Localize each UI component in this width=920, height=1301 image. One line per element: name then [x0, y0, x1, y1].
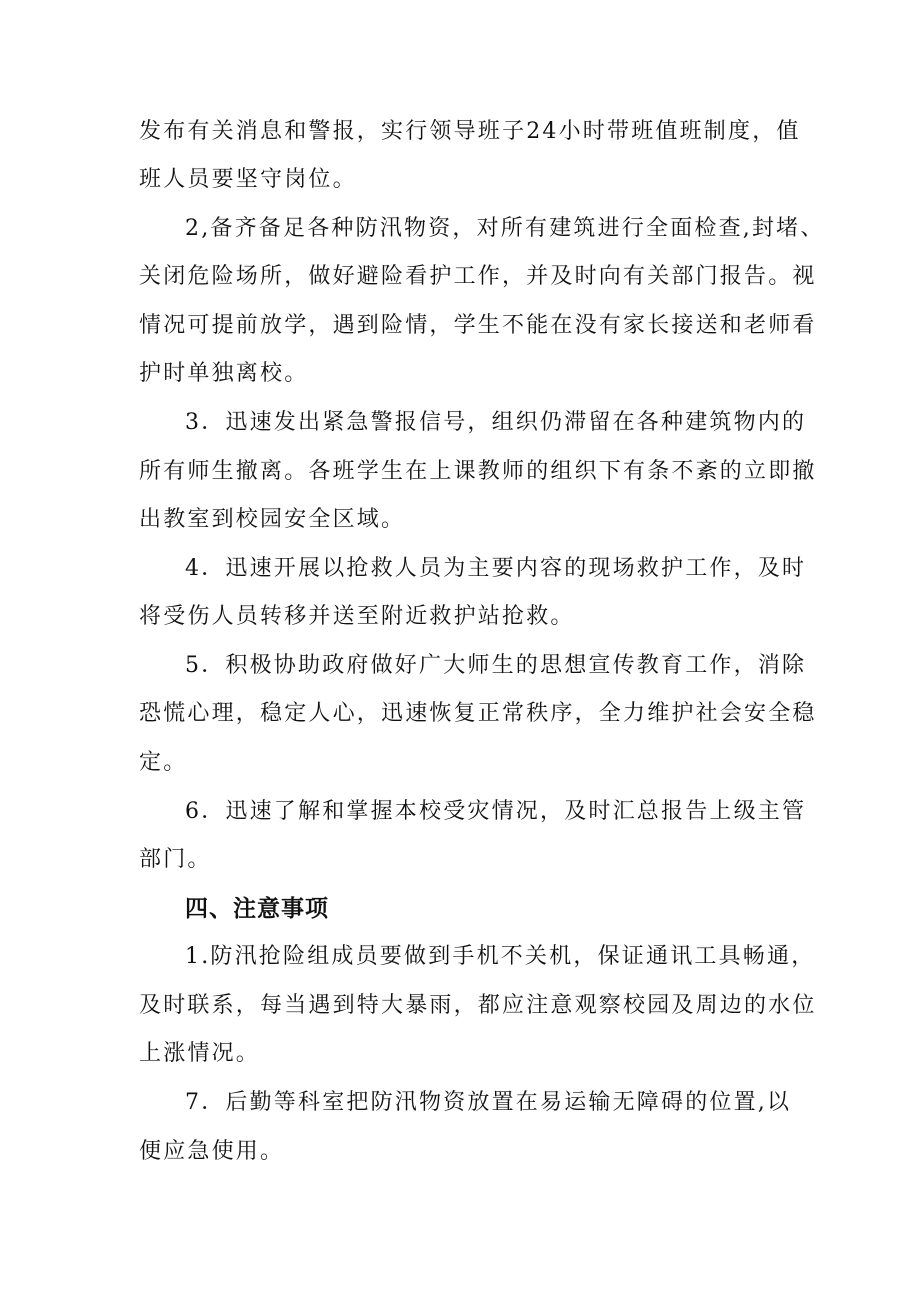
text-line: 3．迅速发出紧急警报信号，组织仍滞留在各种建筑物内的 [185, 410, 807, 435]
text-line: 6．迅速了解和掌握本校受灾情况，及时汇总报告上级主管 [185, 799, 807, 824]
text-line: 及时联系，每当遇到特大暴雨，都应注意观察校园及周边的水位 [139, 993, 817, 1018]
text-line: 4．迅速开展以抢救人员为主要内容的现场救护工作，及时 [185, 556, 807, 581]
text-line: 定。 [139, 750, 188, 775]
text-line: 发布有关消息和警报，实行领导班子24小时带班值班制度，值 [139, 119, 801, 144]
text-line: 出教室到校园安全区域。 [139, 507, 406, 532]
text-line: 关闭危险场所，做好避险看护工作，并及时向有关部门报告。视 [139, 264, 817, 289]
text-line: 2,备齐备足各种防汛物资，对所有建筑进行全面检查,封堵、 [185, 216, 825, 241]
text-line: 班人员要坚守岗位。 [139, 167, 357, 192]
section-heading: 四、注意事项 [185, 896, 329, 922]
text-line: 所有师生撤离。各班学生在上课教师的组织下有条不紊的立即撤 [139, 459, 817, 484]
text-line: 上涨情况。 [139, 1041, 261, 1066]
text-line: 护时单独离校。 [139, 361, 309, 386]
text-line: 5．积极协助政府做好广大师生的思想宣传教育工作，消除 [185, 653, 807, 678]
text-line: 7．后勤等科室把防汛物资放置在易运输无障碍的位置,以 [185, 1090, 792, 1115]
text-line: 情况可提前放学，遇到险情，学生不能在没有家长接送和老师看 [139, 313, 817, 338]
text-line: 将受伤人员转移并送至附近救护站抢救。 [139, 604, 575, 629]
text-line: 部门。 [139, 847, 212, 872]
text-line: 便应急使用。 [139, 1139, 285, 1164]
text-line: 1.防汛抢险组成员要做到手机不关机，保证通讯工具畅通， [185, 944, 816, 969]
text-line: 恐慌心理，稳定人心，迅速恢复正常秩序，全力维护社会安全稳 [139, 701, 817, 726]
